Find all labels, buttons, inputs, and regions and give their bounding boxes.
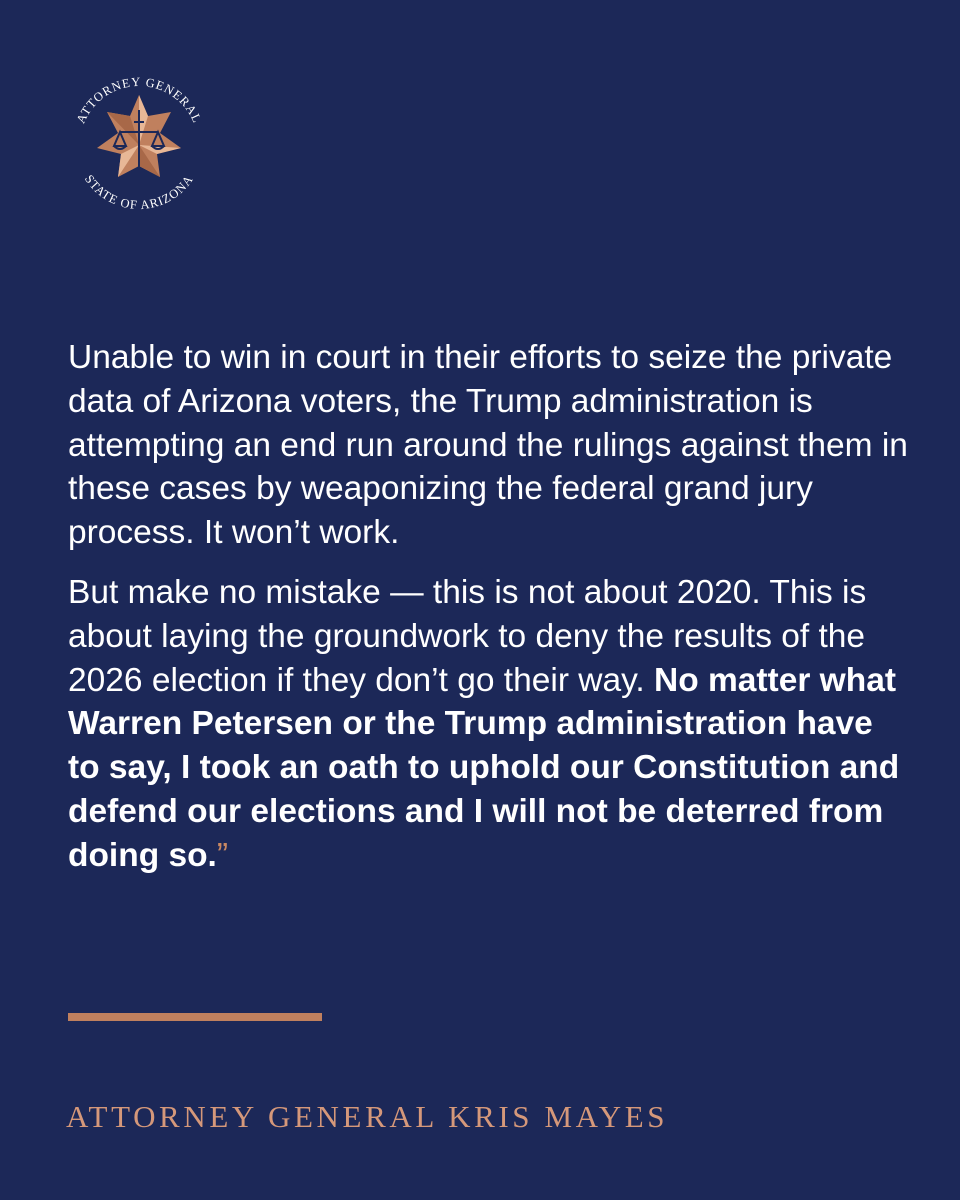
quote-paragraph-2: [68, 571, 908, 878]
quote-paragraph-2-plain: But make no mistake — this is not about 2020. This is about laying the groundwork to deny the results of the 2026 election if they don’t go their way.: [68, 573, 867, 699]
seal-top-text: ATTORNEY GENERAL: [73, 74, 205, 126]
accent-divider: [68, 1013, 322, 1021]
quote-body: [68, 336, 908, 878]
attorney-general-seal: [66, 72, 212, 218]
seal-bottom-text: STATE OF ARIZONA: [81, 172, 197, 213]
quote-paragraph-2-bold: No matter what Warren Petersen or the Trump administration have to say, I took an oath to uphold our Constitution and defend our elections and I will not be deterred from doing so.: [68, 661, 900, 874]
attribution: ATTORNEY GENERAL KRIS MAYES: [66, 1099, 669, 1134]
closing-quote-mark: ”: [216, 836, 229, 874]
quote-paragraph-1: Unable to win in court in their efforts to seize the private data of Arizona voters, the Trump administration is attempting an end run around the rulings against them in these cases by weaponizing the federal grand jury process. It won’t work.: [68, 339, 908, 552]
